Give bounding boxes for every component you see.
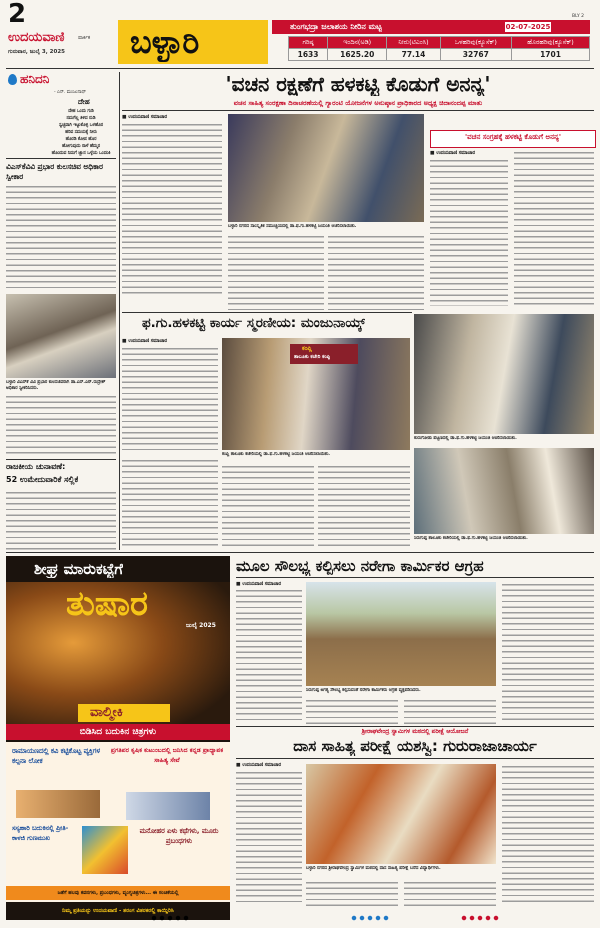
banner-text-2: ತಾಲೂಕು ಕಚೇರಿ ಕಂಪ್ಲಿ bbox=[294, 354, 331, 360]
poem-title: ದೇಹ bbox=[78, 98, 90, 106]
registration-marks-right bbox=[460, 914, 500, 922]
sidebar bbox=[6, 72, 116, 550]
dam-header-inflow: ಒಳಹರಿವು(ಕ್ಯೂಸೆಕ್) bbox=[440, 37, 511, 49]
story-divider-1 bbox=[122, 312, 412, 313]
story1-body bbox=[6, 184, 116, 292]
story1-body-2 bbox=[6, 394, 116, 456]
registration-marks-center bbox=[350, 914, 390, 922]
lead-inset-col1 bbox=[430, 158, 508, 306]
nrega-body-col4 bbox=[502, 582, 594, 724]
advert-item-2: ಪ್ರಗತಿಪರ ಕೃಷಿಕ ಕುಟುಂಬದಲ್ಲಿ ಜನಿಸಿದ ಕನ್ನಡ ಪ್ರಾಧ್ಯಾಪಕ ಸಾಹಿತ್ಯ ಸೇವೆ bbox=[110, 747, 224, 764]
nrega-headline: ಮೂಲ ಸೌಲಭ್ಯ ಕಲ್ಪಿಸಲು ನರೇಗಾ ಕಾರ್ಮಿಕರ ಆಗ್ರಹ bbox=[236, 557, 484, 575]
dam-header-outflow: ಹೊರಹರಿವು(ಕ್ಯೂಸೆಕ್) bbox=[512, 37, 590, 49]
halakatti-right-caption-2: ಸಿರುಗುಪ್ಪ ತಾಲೂಕು ಕಚೇರಿಯಲ್ಲಿ ಡಾ.ಫ.ಗು.ಹಳಕಟ್ಟಿ ಜಯಂತಿ ಆಚರಿಸಲಾಯಿತು. bbox=[414, 536, 528, 541]
corner-code: BLY 2 bbox=[572, 14, 585, 19]
masthead bbox=[0, 0, 600, 70]
edition-tag: ಪಾರ್ಕಿಕ bbox=[78, 35, 91, 41]
story1-headline: ವಿಎಸ್‌ಕೆವಿವಿ ಪ್ರಭಾರ ಕುಲಸಚಿವ ಅಧಿಕಾರ ಸ್ವೀಕಾರ bbox=[6, 162, 103, 181]
story1-photo bbox=[6, 294, 116, 378]
dam-value-outflow: 1701 bbox=[512, 49, 590, 61]
advert-thumb-2 bbox=[126, 792, 210, 820]
dasa-headline: ದಾಸ ಸಾಹಿತ್ಯ ಪರೀಕ್ಷೆ ಯಶಸ್ವಿ: ಗುರುರಾಜಾಚಾರ್ಯ bbox=[293, 737, 537, 755]
poem-line: ಹರಿವ ಸಮಯಕ್ಕೆ ನೀರು bbox=[65, 130, 97, 135]
registration-marks-left bbox=[150, 914, 190, 922]
advert-thumb-3 bbox=[82, 826, 128, 874]
story2-headline-1: ರಾಜಕೀಯ ಚುನಾವಣೆ: bbox=[6, 462, 66, 471]
advert-cover-sub: ಬಿಡಿಸಿದ ಬದುಕಿನ ಚಿತ್ರಗಳು bbox=[79, 727, 157, 737]
nrega-story bbox=[236, 556, 594, 724]
dasa-byline: ■ ಉದಯವಾಣಿ ಸಮಾಚಾರ bbox=[236, 763, 282, 768]
dasa-body-col4 bbox=[502, 764, 594, 906]
sidebar-divider-2 bbox=[6, 459, 116, 460]
dasa-photo-caption: ಬಳ್ಳಾರಿ ನಗರದ ಶ್ರೀರಾಘವೇಂದ್ರ ಸ್ವಾಮಿಗಳ ಮಠದಲ್ಲಿ ದಾಸ ಸಾಹಿತ್ಯ ಪರೀಕ್ಷೆ ಬರೆದ ವಿದ್ಯಾರ್ಥಿಗಳು. bbox=[306, 866, 441, 871]
halakatti-photo-caption: ಕಂಪ್ಲಿ ತಾಲೂಕು ಕಚೇರಿಯಲ್ಲಿ ಡಾ.ಫ.ಗು.ಹಳಕಟ್ಟಿ ಜಯಂತಿ ಆಚರಿಸಲಾಯಿತು. bbox=[222, 452, 331, 457]
story1-caption: ಬಳ್ಳಾರಿ ವಿಎಸ್‌ಕೆ ವಿವಿ ಪ್ರಭಾರ ಕುಲಸಚಿವರಾಗಿ ಡಾ.ಎಸ್.ಎನ್.ರುದ್ರೇಶ್ ಅಧಿಕಾರ ಸ್ವೀಕರಿಸಿದರು. bbox=[6, 380, 106, 391]
halakatti-photo-right-2 bbox=[414, 448, 594, 534]
advert-footer: ಜತೆಗೆ ಹಲವು ಕವನಗಳು, ಪ್ರಬಂಧಗಳು, ವ್ಯಂಗ್ಯಚಿತ್ರಗಳು... ಈ ಸಂಚಿಕೆಯಲ್ಲಿ bbox=[57, 890, 179, 896]
story2-body bbox=[6, 490, 116, 550]
nrega-body-col1 bbox=[236, 588, 302, 724]
paper-name: ಉದಯವಾಣಿ bbox=[8, 30, 65, 45]
dam-header-max: ಗರಿಷ್ಠ bbox=[289, 37, 328, 49]
lead-headline: 'ವಚನ ರಕ್ಷಣೆಗೆ ಹಳಕಟ್ಟಿ ಕೊಡುಗೆ ಅನನ್ಯ' bbox=[225, 72, 491, 96]
nrega-byline: ■ ಉದಯವಾಣಿ ಸಮಾಚಾರ bbox=[236, 582, 282, 587]
halakatti-headline: ಫ.ಗು.ಹಳಕಟ್ಟಿ ಕಾರ್ಯ ಸ್ಮರಣೀಯ: ಮಂಜುನಾಯ್ಕ್ bbox=[142, 315, 366, 331]
poem-line: ನಮಗೆಲ್ಲ ತಿಳಿದ ನುಡಿ bbox=[66, 116, 96, 121]
dasa-body-col3 bbox=[404, 880, 496, 906]
sidebar-brand: ಹನಿದನಿ bbox=[20, 72, 50, 86]
lead-body-col1 bbox=[122, 122, 222, 297]
lead-story bbox=[122, 72, 594, 312]
story-divider-2 bbox=[236, 726, 594, 727]
page-number: 2 bbox=[8, 0, 27, 28]
nrega-body-col2 bbox=[306, 698, 398, 724]
advert-item-1: ರಾಮಾಯಣದಲ್ಲಿ ಕವಿ ಕಟ್ಟಿಕೊಟ್ಟ ವ್ಯಕ್ತಿಗಳ ಕಲ್ಪನಾ ಲೋಕ bbox=[12, 747, 101, 765]
halakatti-byline: ■ ಉದಯವಾಣಿ ಸಮಾಚಾರ bbox=[122, 339, 168, 344]
advert-item-4: ಮನೋಹರ ಏಳು ಕಥೆಗಳು, ಮೂರು ಪ್ರಬಂಧಗಳು bbox=[139, 827, 219, 845]
poem-line: ಹೊಂದುವ ನಿಮಗೆ ಜ್ಞಾನ ಒಳ್ಳೆಯ ಒಂದಂಕಿ bbox=[51, 151, 111, 156]
date-line: ಗುರುವಾರ, ಜುಲೈ 3, 2025 bbox=[8, 49, 65, 55]
advert-issue: ಜುಲೈ 2025 bbox=[186, 622, 216, 629]
halakatti-body-col2 bbox=[122, 458, 218, 548]
sidebar-divider bbox=[6, 158, 116, 159]
masthead-divider bbox=[6, 68, 594, 69]
advert-bottom-text: ನಿಮ್ಮ ಪ್ರತಿಯನ್ನು ಉದಯವಾಣಿ - ತರಂಗ ವಿತರಕರಲ್ಲಿ ಕಾಯ್ದಿರಿಸಿ bbox=[62, 908, 174, 914]
dam-header-today: ಇಂದಿನ(ಅಡಿ) bbox=[328, 37, 387, 49]
dam-value-water: 77.14 bbox=[387, 49, 440, 61]
nrega-rule bbox=[236, 577, 594, 578]
lead-inset-col2 bbox=[514, 150, 594, 306]
tushara-advert bbox=[6, 556, 230, 920]
lead-body-col3 bbox=[328, 234, 424, 312]
poem-line: ಹೋಗುವುದು ನಾಳೆ ಹೆಮ್ಮರ bbox=[62, 144, 100, 149]
poem-line: ಸ್ವಚ್ಛವಾಗಿ ಇಟ್ಟುಕೊಳ್ಳಿ ಒಳಹೊರ bbox=[58, 123, 104, 128]
dam-value-inflow: 32767 bbox=[440, 49, 511, 61]
sidebar-byline: - ಎನ್. ಮಂಜುನಾಥ್ bbox=[54, 90, 86, 95]
inset-byline: ■ ಉದಯವಾಣಿ ಸಮಾಚಾರ bbox=[430, 151, 476, 156]
lead-subhead: ವಚನ ಸಾಹಿತ್ಯ ಸಂರಕ್ಷಣಾ ದಿನಾಚರಣೆಯಲ್ಲಿ ಗ್ಯಾರಂಟಿ ಯೋಜನೆಗಳ ಅನುಷ್ಠಾನ ಪ್ರಾಧಿಕಾರದ ಅಧ್ಯಕ್ಷ ಚಿದಾನಂದಪ್ಪ ಮಾತು bbox=[233, 99, 483, 107]
drop-icon bbox=[8, 74, 17, 85]
dasa-photo bbox=[306, 764, 496, 864]
dasa-body-col2 bbox=[306, 880, 398, 906]
dam-value-max: 1633 bbox=[289, 49, 328, 61]
halakatti-right-caption: ಕುರುಗೋಡು ಪಟ್ಟಣದಲ್ಲಿ ಡಾ.ಫ.ಗು.ಹಳಕಟ್ಟಿ ಜಯಂತಿ ಆಚರಿಸಲಾಯಿತು. bbox=[414, 436, 517, 441]
dam-header-water: ನೀರು(ಟಿಎಂಸಿ) bbox=[387, 37, 440, 49]
advert-item-3: ಸಸ್ಯಹಾರಿ ಬದುಕಿನಲ್ಲಿ ಪ್ರೀತಿ-ಕಾಳಜಿ ಗುಣಮುಖ bbox=[12, 824, 69, 842]
poem bbox=[46, 108, 116, 157]
lead-rule bbox=[122, 110, 594, 111]
banner-text-1: ಕಂಪ್ಲಿ bbox=[302, 345, 312, 352]
dasa-rule bbox=[236, 758, 594, 759]
poem-line: ದೇಹ ಒಂದು ಗುಡಿ bbox=[68, 109, 94, 114]
dam-level-table bbox=[288, 36, 590, 61]
section-divider bbox=[6, 552, 594, 553]
halakatti-story bbox=[122, 314, 594, 550]
story2-headline-2: 52 ಉಮೇದುವಾರಿಕೆ ಸಲ್ಲಿಕೆ bbox=[6, 475, 79, 484]
dam-date: 02-07-2025 bbox=[505, 23, 551, 31]
lead-inset-headline: 'ವಚನ ಸಂಗ್ರಹಕ್ಕೆ ಹಳಕಟ್ಟಿ ಕೊಡುಗೆ ಅನನ್ಯ' bbox=[465, 133, 561, 141]
dasa-body-col1 bbox=[236, 770, 302, 906]
nrega-photo bbox=[306, 582, 496, 686]
dasa-story bbox=[236, 728, 594, 906]
lead-byline: ■ ಉದಯವಾಣಿ ಸಮಾಚಾರ bbox=[122, 115, 168, 120]
lead-photo-caption: ಬಳ್ಳಾರಿ ನಗರದ ಸಾಂಸ್ಕೃತಿಕ ಸಮುಚ್ಚಯದಲ್ಲಿ ಡಾ.ಫ.ಗು.ಹಳಕಟ್ಟಿ ಜಯಂತಿ ಆಚರಿಸಲಾಯಿತು. bbox=[228, 224, 357, 229]
advert-top-line: ಶೀಘ್ರ ಮಾರುಕಟ್ಟೆಗೆ bbox=[34, 560, 123, 578]
advert-cover-name: ವಾಲ್ಮೀಕಿ bbox=[90, 705, 123, 720]
sidebar-vertical-rule bbox=[119, 72, 120, 550]
halakatti-body-col4 bbox=[318, 464, 410, 548]
nrega-body-col3 bbox=[404, 698, 496, 724]
advert-thumb-1 bbox=[16, 790, 100, 818]
dam-value-today: 1625.20 bbox=[328, 49, 387, 61]
dasa-kicker: ಶ್ರೀರಾಘವೇಂದ್ರ ಸ್ವಾಮಿಗಳ ಮಠದಲ್ಲಿ ಪರೀಕ್ಷೆ ಆಯೋಜನೆ bbox=[361, 728, 469, 735]
halakatti-body-col3 bbox=[222, 464, 314, 548]
dam-title: ತುಂಗಭದ್ರಾ ಜಲಾಶಯ ನೀರಿನ ಮಟ್ಟ bbox=[290, 22, 382, 31]
lead-body-col2 bbox=[228, 234, 324, 312]
lead-photo bbox=[228, 114, 424, 222]
advert-title: ತುಷಾರ bbox=[66, 584, 148, 624]
city-title: ಬಳ್ಳಾರಿ bbox=[130, 23, 200, 61]
nrega-photo-caption: ಸಿರುಗುಪ್ಪ ಅಗತ್ಯ ಸೌಲಭ್ಯ ಕಲ್ಪಿಸುವಂತೆ ನರೇಗಾ ಕಾರ್ಮಿಕರು ಆಗ್ರಹ ವ್ಯಕ್ತಪಡಿಸಿದರು. bbox=[306, 688, 421, 693]
halakatti-photo-right bbox=[414, 314, 594, 434]
halakatti-body-col1 bbox=[122, 346, 218, 454]
poem-line: ಹೊರಡಿ ಕೋಪ ಹೊರ bbox=[65, 137, 97, 142]
